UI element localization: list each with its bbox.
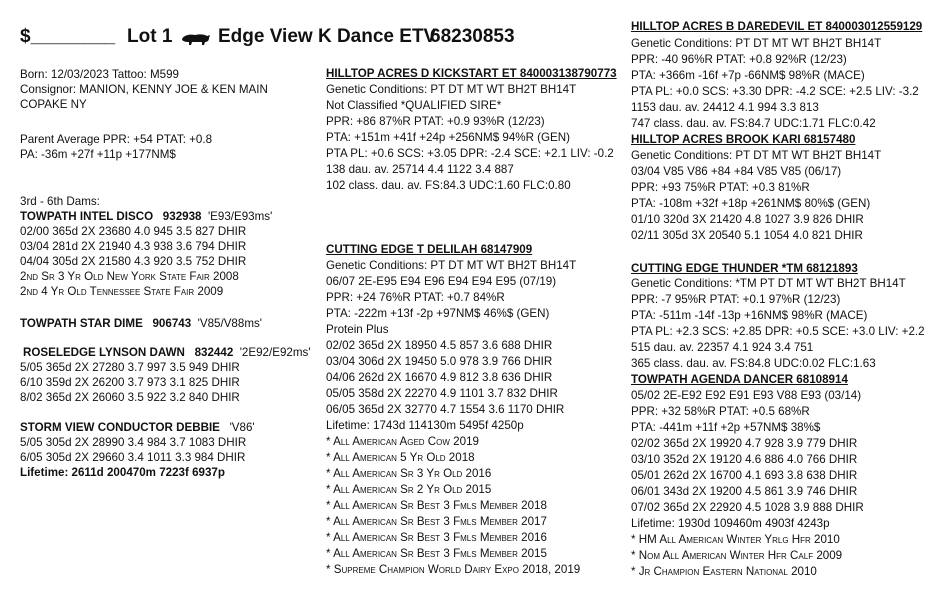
dam-protein-plus: Protein Plus xyxy=(326,323,389,336)
dam-award: * All American Sr Best 3 Fmls Member 2018 xyxy=(326,499,547,512)
dam-of-sire-genetic-conditions: Genetic Conditions: PT DT MT WT BH2T BH14T xyxy=(631,149,882,162)
sire-of-sire-pta: PTA: +366m -16f +7p -66NM$ 98%R (MACE) xyxy=(631,69,865,82)
dam-award: * All American 5 Yr Old 2018 xyxy=(326,451,475,464)
dam-record: 05/05 358d 2X 22270 4.9 1101 3.7 832 DHIR xyxy=(326,387,558,400)
dam-3-name: TOWPATH INTEL DISCO xyxy=(20,210,154,223)
dam-award: * Supreme Champion World Dairy Expo 2018, 2019 xyxy=(326,563,581,576)
dam-award: * All American Sr 2 Yr Old 2015 xyxy=(326,483,492,496)
dam-6-score: 'V86' xyxy=(229,421,255,434)
dam-of-sire-pta: PTA: -108m +32f +18p +261NM$ 80%$ (GEN) xyxy=(631,197,871,210)
dam-of-dam-record: 05/01 262d 2X 16700 4.1 693 3.8 638 DHIR xyxy=(631,469,858,482)
sire-of-dam-pta: PTA: -511m -14f -13p +16NM$ 98%R (MACE) xyxy=(631,309,868,322)
dam-3-record: 02/00 365d 2X 23680 4.0 945 3.5 827 DHIR xyxy=(20,225,247,238)
dam-of-dam-award: * Nom All American Winter Hfr Calf 2009 xyxy=(631,549,843,562)
dam-of-sire-record: 02/11 305d 3X 20540 5.1 1054 4.0 821 DHIR xyxy=(631,229,863,242)
sire-classified-daughters: 102 class. dau. av. FS:84.3 UDC:1.60 FLC:0.80 xyxy=(326,179,571,192)
dam-of-dam-pta: PTA: -441m +11f +2p +57NM$ 38%$ xyxy=(631,421,821,434)
dam-6-heading xyxy=(20,421,255,435)
dam-4-score: 'V85/V88ms' xyxy=(197,317,262,330)
animal-name: Edge View K Dance ETV xyxy=(218,26,437,47)
dam-of-dam-classification: 05/02 2E-E92 E92 E91 E93 V88 E93 (03/14) xyxy=(631,389,862,402)
lot-number: Lot 1 xyxy=(127,26,173,47)
dam-3-reg: 932938 xyxy=(162,210,202,223)
sire-of-sire-daughters: 1153 dau. av. 24412 4.1 994 3.3 813 xyxy=(631,101,819,114)
sire-classification: Not Classified *QUALIFIED SIRE* xyxy=(326,99,502,112)
dam-record: 02/02 365d 2X 18950 4.5 857 3.6 688 DHIR xyxy=(326,339,553,352)
sire-of-dam-daughters: 515 dau. av. 22357 4.1 924 3.4 751 xyxy=(631,341,814,354)
sire-of-dam-classified-daughters: 365 class. dau. av. FS:84.8 UDC:0.02 FLC:1.63 xyxy=(631,357,876,370)
dam-lifetime: Lifetime: 1743d 114130m 5495f 4250p xyxy=(326,419,524,432)
sire-of-sire-name: HILLTOP ACRES B DAREDEVIL ET 840003012559129 xyxy=(631,20,923,33)
dam-3-score: 'E93/E93ms' xyxy=(207,210,273,223)
price-field: $________ xyxy=(20,26,116,47)
sire-pta: PTA: +151m +41f +24p +256NM$ 94%R (GEN) xyxy=(326,131,571,144)
dam-genetic-conditions: Genetic Conditions: PT DT MT WT BH2T BH14T xyxy=(326,259,577,272)
dam-4-heading xyxy=(20,317,262,331)
dams-label: 3rd - 6th Dams: xyxy=(20,195,100,208)
dam-5-heading xyxy=(23,346,311,360)
dam-award: * All American Sr Best 3 Fmls Member 2017 xyxy=(326,515,547,528)
dam-award: * All American Sr Best 3 Fmls Member 2016 xyxy=(326,531,547,544)
dam-6-record: 6/05 305d 2X 29660 3.4 1011 3.3 984 DHIR xyxy=(20,451,246,464)
dam-of-dam-record: 06/01 343d 2X 19200 4.5 861 3.9 746 DHIR xyxy=(631,485,858,498)
dam-6-name: STORM VIEW CONDUCTOR DEBBIE xyxy=(20,421,220,434)
dam-of-sire-record: 01/10 320d 3X 21420 4.8 1027 3.9 826 DHIR xyxy=(631,213,864,226)
parent-average-pta: PA: -36m +27f +11p +177NM$ xyxy=(20,148,176,161)
dam-5-reg: 832442 xyxy=(194,346,234,359)
sire-of-sire-genetic-conditions: Genetic Conditions: PT DT MT WT BH2T BH14T xyxy=(631,37,882,50)
dam-3-award: 2nd 4 Yr Old Tennessee State Fair 2009 xyxy=(20,285,224,298)
dam-3-record: 03/04 281d 2X 21940 4.3 938 3.6 794 DHIR xyxy=(20,240,247,253)
consignor: Consignor: MANION, KENNY JOE & KEN MAIN xyxy=(20,83,268,96)
dam-5-score: '2E92/E92ms' xyxy=(239,346,311,359)
dam-of-dam-record: 02/02 365d 2X 19920 4.7 928 3.9 779 DHIR xyxy=(631,437,858,450)
dam-of-dam-award: * Jr Champion Eastern National 2010 xyxy=(631,565,817,578)
dam-5-record: 5/05 365d 2X 27280 3.7 997 3.5 949 DHIR xyxy=(20,361,240,374)
sire-name: HILLTOP ACRES D KICKSTART ET 840003138790773 xyxy=(326,67,617,80)
sire-of-dam-genetic-conditions: Genetic Conditions: *TM PT DT MT WT BH2T BH14T xyxy=(631,277,906,290)
dam-5-record: 8/02 365d 2X 26060 3.5 922 3.2 840 DHIR xyxy=(20,391,240,404)
dam-ppr: PPR: +24 76%R PTAT: +0.7 84%R xyxy=(326,291,505,304)
sire-of-dam-name: CUTTING EDGE THUNDER *TM 68121893 xyxy=(631,262,858,275)
dam-classification: 06/07 2E-E95 E94 E96 E94 E94 E95 (07/19) xyxy=(326,275,557,288)
dam-5-record: 6/10 359d 2X 26200 3.7 973 3.1 825 DHIR xyxy=(20,376,240,389)
dam-of-dam-record: 07/02 365d 2X 22920 4.5 1028 3.9 888 DHIR xyxy=(631,501,864,514)
dam-of-dam-ppr: PPR: +32 58%R PTAT: +0.5 68%R xyxy=(631,405,810,418)
registration-number: 68230853 xyxy=(430,26,515,47)
dam-of-sire-ppr: PPR: +93 75%R PTAT: +0.3 81%R xyxy=(631,181,810,194)
dam-3-record: 04/04 305d 2X 21580 4.3 920 3.5 752 DHIR xyxy=(20,255,247,268)
sire-daughters: 138 dau. av. 25714 4.4 1122 3.4 887 xyxy=(326,163,514,176)
dam-award: * All American Sr 3 Yr Old 2016 xyxy=(326,467,492,480)
dam-of-dam-name: TOWPATH AGENDA DANCER 68108914 xyxy=(631,373,848,386)
sire-of-sire-classified-daughters: 747 class. dau. av. FS:84.7 UDC:1.71 FLC:0.42 xyxy=(631,117,876,130)
cow-silhouette-icon xyxy=(181,32,211,46)
dam-5-name: ROSELEDGE LYNSON DAWN xyxy=(23,346,185,359)
dam-award: * All American Aged Cow 2019 xyxy=(326,435,479,448)
born-tattoo: Born: 12/03/2023 Tattoo: M599 xyxy=(20,68,179,81)
sire-ppr: PPR: +86 87%R PTAT: +0.9 93%R (12/23) xyxy=(326,115,545,128)
location: COPAKE NY xyxy=(20,98,87,111)
dam-6-lifetime: Lifetime: 2611d 200470m 7223f 6937p xyxy=(20,466,225,479)
dam-6-record: 5/05 305d 2X 28990 3.4 984 3.7 1083 DHIR xyxy=(20,436,247,449)
dam-record: 06/05 365d 2X 32770 4.7 1554 3.6 1170 DHIR xyxy=(326,403,565,416)
dam-of-sire-classification: 03/04 V85 V86 +84 +84 V85 V85 (06/17) xyxy=(631,165,842,178)
sire-of-dam-pta-pl: PTA PL: +2.3 SCS: +2.85 DPR: +0.5 SCE: +3.0 LIV: +2.2 xyxy=(631,325,925,338)
dam-of-dam-lifetime: Lifetime: 1930d 109460m 4903f 4243p xyxy=(631,517,830,530)
dam-3-heading xyxy=(20,210,272,224)
dam-of-dam-record: 03/10 352d 2X 19120 4.6 886 4.0 766 DHIR xyxy=(631,453,858,466)
dam-4-name: TOWPATH STAR DIME xyxy=(20,317,143,330)
dam-name: CUTTING EDGE T DELILAH 68147909 xyxy=(326,243,533,256)
dam-4-reg: 906743 xyxy=(152,317,192,330)
sire-of-sire-pta-pl: PTA PL: +0.0 SCS: +3.30 DPR: -4.2 SCE: +2.5 LIV: -3.2 xyxy=(631,85,919,98)
dam-record: 04/06 262d 2X 16670 4.9 812 3.8 636 DHIR xyxy=(326,371,553,384)
dam-record: 03/04 306d 2X 19450 5.0 978 3.9 766 DHIR xyxy=(326,355,553,368)
dam-award: * All American Sr Best 3 Fmls Member 2015 xyxy=(326,547,547,560)
sire-pta-pl: PTA PL: +0.6 SCS: +3.05 DPR: -2.4 SCE: +2.1 LIV: -0.2 xyxy=(326,147,614,160)
parent-average: Parent Average PPR: +54 PTAT: +0.8 xyxy=(20,133,213,146)
dam-of-dam-award: * HM All American Winter Yrlg Hfr 2010 xyxy=(631,533,840,546)
dam-3-award: 2nd Sr 3 Yr Old New York State Fair 2008 xyxy=(20,270,239,283)
sire-of-sire-ppr: PPR: -40 96%R PTAT: +0.8 92%R (12/23) xyxy=(631,53,847,66)
sire-of-dam-ppr: PPR: -7 95%R PTAT: +0.1 97%R (12/23) xyxy=(631,293,841,306)
sire-genetic-conditions: Genetic Conditions: PT DT MT WT BH2T BH14T xyxy=(326,83,577,96)
dam-of-sire-name: HILLTOP ACRES BROOK KARI 68157480 xyxy=(631,133,856,146)
dam-pta: PTA: -222m +13f -2p +97NM$ 46%$ (GEN) xyxy=(326,307,550,320)
